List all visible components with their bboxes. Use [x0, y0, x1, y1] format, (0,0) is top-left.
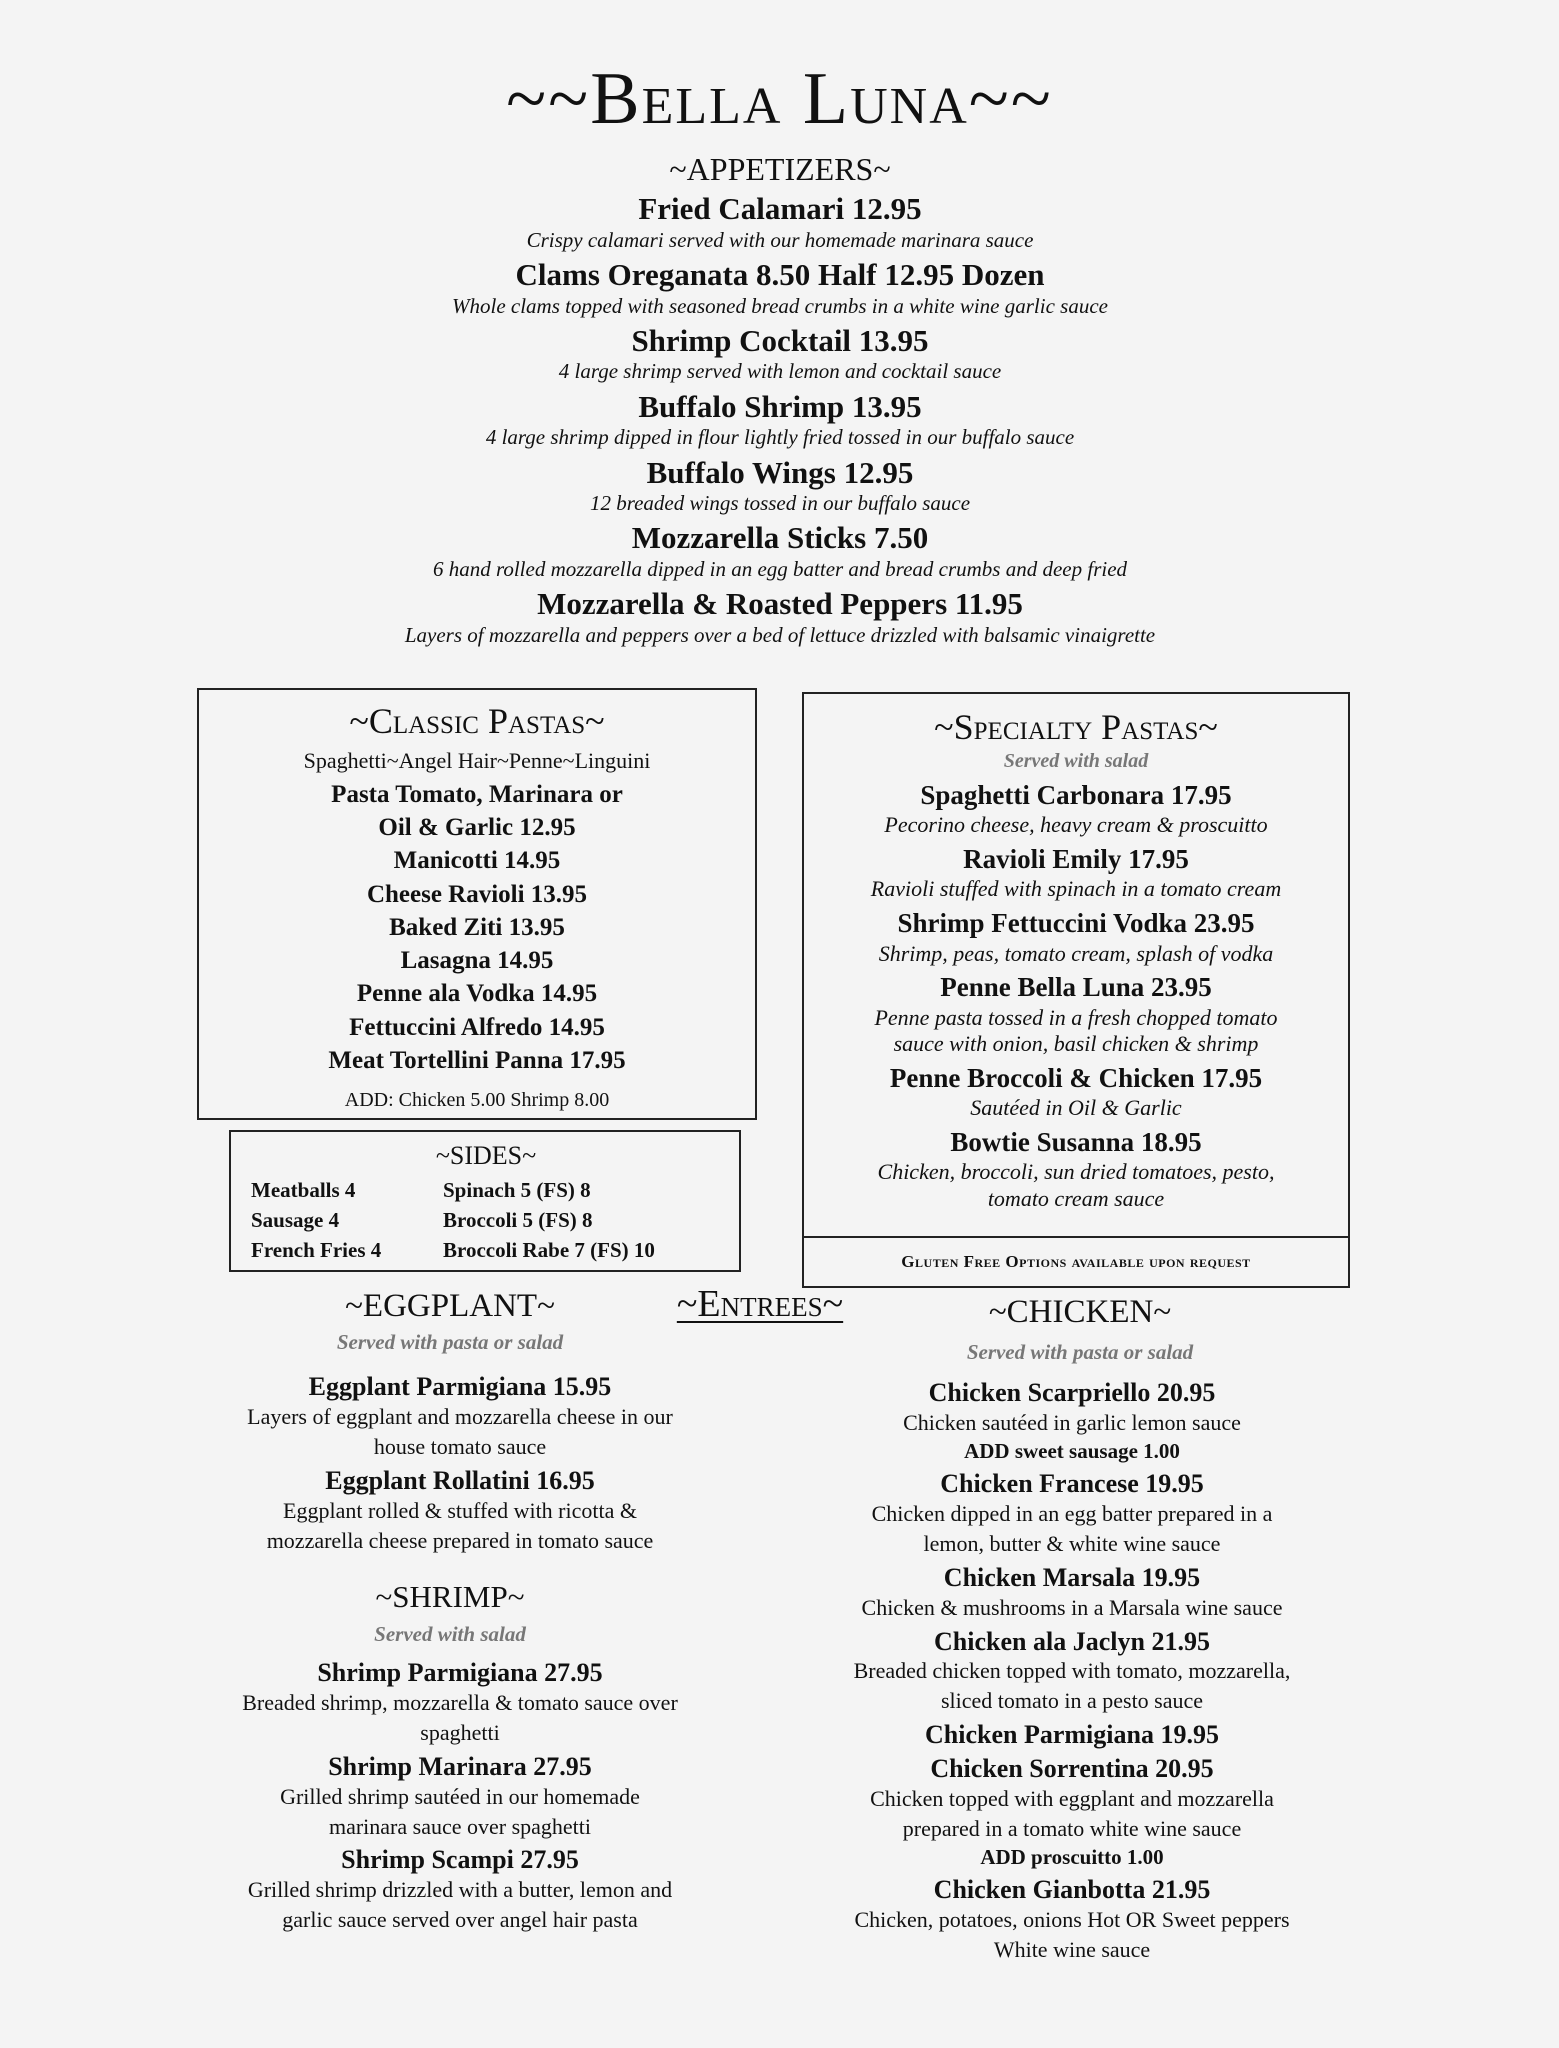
chicken-item-desc: White wine sauce — [993, 1936, 1151, 1962]
classic-pasta-addon: ADD: Chicken 5.00 Shrimp 8.00 — [344, 1089, 610, 1112]
chicken-item-desc: Chicken & mushrooms in a Marsala wine sauce — [861, 1594, 1283, 1620]
appetizer-item — [320, 323, 1240, 385]
chicken-note: Served with pasta or salad — [966, 1340, 1194, 1364]
eggplant-note: Served with pasta or salad — [336, 1330, 564, 1354]
side-item: French Fries 4 — [251, 1238, 382, 1263]
classic-pastas-heading: ~Classic Pastas~ — [349, 701, 605, 741]
chicken-item-name: Chicken Francese 19.95 — [940, 1469, 1204, 1499]
chicken-item-name: Chicken Parmigiana 19.95 — [925, 1720, 1219, 1750]
chicken-item-desc: Chicken topped with eggplant and mozzarella — [870, 1786, 1274, 1812]
chicken-item-desc: prepared in a tomato white wine sauce — [902, 1815, 1242, 1841]
specialty-item-desc: Pecorino cheese, heavy cream & proscuitto — [884, 812, 1268, 838]
classic-pasta-item: Fettuccini Alfredo 14.95 — [349, 1013, 605, 1041]
side-item: Meatballs 4 — [251, 1177, 356, 1202]
specialty-item-desc: Penne pasta tossed in a fresh chopped tomato — [874, 1004, 1278, 1030]
shrimp-item-desc: spaghetti — [420, 1719, 500, 1745]
shrimp-item-name: Shrimp Marinara 27.95 — [328, 1751, 592, 1781]
classic-pasta-item: Manicotti 14.95 — [393, 847, 561, 875]
specialty-item-name: Penne Bella Luna 23.95 — [940, 972, 1212, 1003]
specialty-item-desc: Ravioli stuffed with spinach in a tomato cream — [870, 876, 1282, 902]
eggplant-item-name: Eggplant Parmigiana 15.95 — [308, 1372, 612, 1401]
shrimp-item-desc: marinara sauce over spaghetti — [328, 1813, 592, 1839]
appetizer-name: Clams Oreganata 8.50 Half 12.95 Dozen — [515, 257, 1045, 293]
side-item: Broccoli Rabe 7 (FS) 10 — [443, 1238, 655, 1263]
specialty-item-name: Shrimp Fettuccini Vodka 23.95 — [897, 907, 1255, 938]
classic-pasta-item: Penne ala Vodka 14.95 — [356, 980, 598, 1008]
restaurant-title: ~~Bella Luna~~ — [506, 58, 1053, 140]
appetizer-item — [320, 520, 1240, 582]
sides-box — [229, 1130, 741, 1272]
side-item: Spinach 5 (FS) 8 — [443, 1177, 591, 1202]
classic-pasta-item: Cheese Ravioli 13.95 — [366, 880, 588, 908]
sides-column-left — [251, 1175, 443, 1266]
appetizer-item — [320, 455, 1240, 517]
classic-pasta-item: Meat Tortellini Panna 17.95 — [328, 1046, 626, 1074]
eggplant-item-desc: Eggplant rolled & stuffed with ricotta & — [283, 1497, 637, 1523]
sides-column-right — [443, 1175, 655, 1266]
eggplant-item-name: Eggplant Rollatini 16.95 — [325, 1465, 595, 1495]
chicken-item-desc: sliced tomato in a pesto sauce — [940, 1688, 1204, 1714]
classic-pasta-item: Baked Ziti 13.95 — [389, 913, 565, 941]
specialty-item-desc: Chicken, broccoli, sun dried tomatoes, pesto, — [877, 1159, 1275, 1185]
chicken-item-desc: lemon, butter & white wine sauce — [923, 1530, 1221, 1556]
shrimp-item-desc: Grilled shrimp drizzled with a butter, lemon and — [247, 1877, 673, 1903]
eggplant-item-desc: mozzarella cheese prepared in tomato sauce — [266, 1527, 654, 1553]
gluten-free-notice: Gluten Free Options available upon request — [804, 1236, 1348, 1286]
appetizers-heading: ~APPETIZERS~ — [669, 151, 891, 187]
chicken-item-desc: Chicken dipped in an egg batter prepared in a — [871, 1500, 1273, 1526]
appetizer-desc: 12 breaded wings tossed in our buffalo sauce — [589, 491, 971, 516]
specialty-item-name: Bowtie Susanna 18.95 — [950, 1126, 1202, 1157]
chicken-item-name: Chicken Sorrentina 20.95 — [930, 1754, 1214, 1784]
specialty-pastas-heading: ~Specialty Pastas~ — [934, 707, 1218, 747]
appetizer-name: Fried Calamari 12.95 — [638, 191, 922, 227]
appetizer-desc: 4 large shrimp served with lemon and cocktail sauce — [558, 359, 1002, 384]
appetizer-desc: Crispy calamari served with our homemade marinara sauce — [526, 227, 1034, 252]
shrimp-items — [180, 1654, 740, 1935]
chicken-item-desc: Chicken, potatoes, onions Hot OR Sweet peppers — [854, 1907, 1290, 1933]
appetizer-item — [320, 586, 1240, 648]
appetizer-desc: 6 hand rolled mozzarella dipped in an egg batter and bread crumbs and deep fried — [432, 556, 1128, 581]
specialty-note: Served with salad — [1003, 749, 1149, 772]
shrimp-item-desc: Breaded shrimp, mozzarella & tomato sauce over — [242, 1689, 678, 1715]
eggplant-item-desc: Layers of eggplant and mozzarella cheese in our — [247, 1403, 673, 1429]
classic-pasta-item: Oil & Garlic 12.95 — [378, 814, 576, 842]
entrees-heading: ~Entrees~ — [676, 1283, 844, 1325]
side-item: Broccoli 5 (FS) 8 — [443, 1208, 593, 1233]
classic-pasta-item: Lasagna 14.95 — [400, 947, 554, 975]
appetizer-desc: 4 large shrimp dipped in flour lightly fried tossed in our buffalo sauce — [485, 425, 1075, 450]
eggplant-heading: ~EGGPLANT~ — [345, 1288, 555, 1324]
chicken-items — [812, 1374, 1332, 1965]
appetizer-item — [320, 257, 1240, 319]
side-item: Sausage 4 — [251, 1208, 340, 1233]
specialty-item-name: Ravioli Emily 17.95 — [963, 843, 1189, 874]
appetizer-name: Mozzarella Sticks 7.50 — [631, 520, 929, 556]
classic-pasta-item: Pasta Tomato, Marinara or — [331, 780, 623, 808]
chicken-heading: ~CHICKEN~ — [988, 1294, 1172, 1330]
eggplant-item-desc: house tomato sauce — [373, 1433, 547, 1459]
appetizer-item — [320, 191, 1240, 253]
specialty-item-desc: tomato cream sauce — [987, 1185, 1165, 1211]
specialty-item-desc: sauce with onion, basil chicken & shrimp — [893, 1031, 1259, 1057]
specialty-item-desc: Shrimp, peas, tomato cream, splash of vodka — [878, 940, 1274, 966]
pasta-types: Spaghetti~Angel Hair~Penne~Linguini — [303, 747, 651, 773]
specialty-pastas-box — [802, 692, 1350, 1288]
chicken-item-addon: ADD sweet sausage 1.00 — [964, 1438, 1180, 1463]
appetizer-item — [320, 389, 1240, 451]
appetizer-name: Shrimp Cocktail 13.95 — [631, 322, 929, 358]
chicken-item-name: Chicken ala Jaclyn 21.95 — [934, 1626, 1210, 1656]
chicken-item-addon: ADD proscuitto 1.00 — [980, 1844, 1164, 1869]
shrimp-note: Served with salad — [374, 1622, 526, 1646]
appetizer-name: Buffalo Shrimp 13.95 — [638, 388, 922, 424]
specialty-item-name: Spaghetti Carbonara 17.95 — [920, 779, 1232, 810]
chicken-item-name: Chicken Gianbotta 21.95 — [933, 1875, 1211, 1905]
shrimp-item-name: Shrimp Parmigiana 27.95 — [317, 1658, 603, 1687]
appetizer-name: Mozzarella & Roasted Peppers 11.95 — [537, 586, 1023, 622]
shrimp-item-name: Shrimp Scampi 27.95 — [341, 1845, 579, 1875]
sides-heading: ~SIDES~ — [435, 1141, 537, 1170]
appetizer-name: Buffalo Wings 12.95 — [646, 454, 914, 490]
chicken-item-name: Chicken Marsala 19.95 — [943, 1562, 1201, 1592]
appetizer-desc: Layers of mozzarella and peppers over a bed of lettuce drizzled with balsamic vinaigrette — [404, 622, 1156, 647]
eggplant-items — [180, 1368, 740, 1555]
classic-pastas-box — [197, 688, 757, 1120]
shrimp-item-desc: Grilled shrimp sautéed in our homemade — [280, 1783, 640, 1809]
specialty-item-desc: Sautéed in Oil & Garlic — [970, 1095, 1182, 1121]
chicken-item-desc: Breaded chicken topped with tomato, mozzarella, — [853, 1658, 1291, 1684]
sides-grid — [251, 1175, 721, 1266]
shrimp-item-desc: garlic sauce served over angel hair pasta — [282, 1907, 638, 1933]
shrimp-heading: ~SHRIMP~ — [375, 1579, 525, 1614]
appetizers-section — [320, 152, 1240, 648]
chicken-item-desc: Chicken sautéed in garlic lemon sauce — [903, 1409, 1241, 1435]
specialty-item-name: Penne Broccoli & Chicken 17.95 — [889, 1062, 1263, 1093]
chicken-item-name: Chicken Scarpriello 20.95 — [928, 1378, 1216, 1407]
appetizer-desc: Whole clams topped with seasoned bread crumbs in a white wine garlic sauce — [452, 293, 1108, 318]
